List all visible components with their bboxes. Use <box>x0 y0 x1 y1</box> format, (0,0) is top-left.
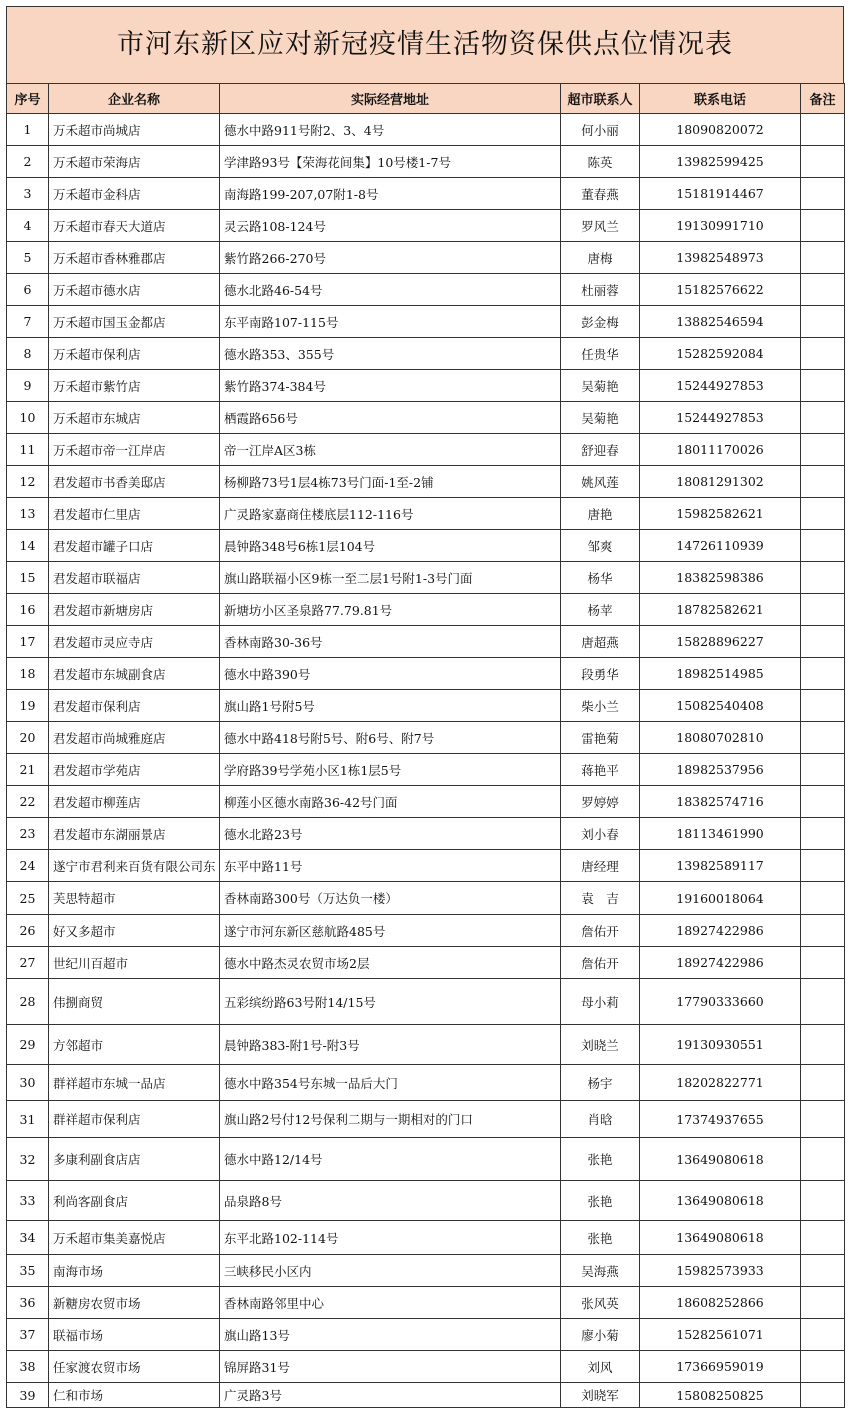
cell-remark <box>801 274 845 306</box>
cell-phone: 18090820072 <box>640 114 801 146</box>
cell-address: 广灵路家嘉商住楼底层112-116号 <box>220 498 561 530</box>
cell-contact: 刘晓军 <box>561 1383 640 1408</box>
cell-address: 德水中路390号 <box>220 658 561 690</box>
cell-address: 南海路199-207,07附1-8号 <box>220 178 561 210</box>
cell-phone: 18081291302 <box>640 466 801 498</box>
cell-remark <box>801 979 845 1025</box>
cell-remark <box>801 1065 845 1101</box>
cell-index: 22 <box>7 786 49 818</box>
cell-index: 2 <box>7 146 49 178</box>
cell-remark <box>801 114 845 146</box>
cell-index: 31 <box>7 1101 49 1138</box>
cell-phone: 15282592084 <box>640 338 801 370</box>
cell-contact: 陈英 <box>561 146 640 178</box>
cell-company: 君发超市柳莲店 <box>49 786 220 818</box>
table-row <box>7 690 845 722</box>
cell-index: 39 <box>7 1383 49 1408</box>
cell-contact: 袁 吉 <box>561 882 640 915</box>
table-row <box>7 210 845 242</box>
cell-remark <box>801 594 845 626</box>
cell-index: 35 <box>7 1255 49 1287</box>
cell-company: 君发超市新塘房店 <box>49 594 220 626</box>
cell-contact: 杜丽蓉 <box>561 274 640 306</box>
cell-phone: 18113461990 <box>640 818 801 850</box>
cell-contact: 杨华 <box>561 562 640 594</box>
cell-address: 晨钟路383-附1号-附3号 <box>220 1025 561 1065</box>
header-company: 企业名称 <box>49 84 220 114</box>
table-row <box>7 1221 845 1255</box>
table-row <box>7 562 845 594</box>
cell-index: 25 <box>7 882 49 915</box>
table-row <box>7 1351 845 1383</box>
table-row <box>7 114 845 146</box>
cell-phone: 15982582621 <box>640 498 801 530</box>
cell-address: 旗山路联福小区9栋一至二层1号附1-3号门面 <box>220 562 561 594</box>
cell-company: 多康利副食店店 <box>49 1138 220 1181</box>
table-row <box>7 434 845 466</box>
sheet <box>6 6 844 1408</box>
cell-remark <box>801 1181 845 1221</box>
cell-contact: 唐梅 <box>561 242 640 274</box>
cell-company: 仁和市场 <box>49 1383 220 1408</box>
cell-contact: 罗风兰 <box>561 210 640 242</box>
cell-address: 遂宁市河东新区慈航路485号 <box>220 915 561 947</box>
cell-address: 香林南路邻里中心 <box>220 1287 561 1319</box>
cell-phone: 18608252866 <box>640 1287 801 1319</box>
cell-address: 五彩缤纷路63号附14/15号 <box>220 979 561 1025</box>
cell-index: 1 <box>7 114 49 146</box>
cell-phone: 15282561071 <box>640 1319 801 1351</box>
table-row <box>7 979 845 1025</box>
cell-contact: 詹佑开 <box>561 915 640 947</box>
cell-company: 君发超市仁里店 <box>49 498 220 530</box>
cell-contact: 段勇华 <box>561 658 640 690</box>
cell-contact: 蒋艳平 <box>561 754 640 786</box>
cell-contact: 廖小菊 <box>561 1319 640 1351</box>
cell-address: 紫竹路266-270号 <box>220 242 561 274</box>
cell-contact: 任贵华 <box>561 338 640 370</box>
cell-remark <box>801 1221 845 1255</box>
cell-remark <box>801 146 845 178</box>
cell-remark <box>801 1025 845 1065</box>
cell-company: 任家渡农贸市场 <box>49 1351 220 1383</box>
cell-contact: 张风英 <box>561 1287 640 1319</box>
cell-index: 10 <box>7 402 49 434</box>
table-row <box>7 306 845 338</box>
table-row <box>7 850 845 882</box>
cell-index: 33 <box>7 1181 49 1221</box>
cell-index: 23 <box>7 818 49 850</box>
table-row <box>7 1025 845 1065</box>
cell-remark <box>801 1101 845 1138</box>
cell-phone: 17790333660 <box>640 979 801 1025</box>
cell-address: 栖霞路656号 <box>220 402 561 434</box>
cell-company: 万禾超市德水店 <box>49 274 220 306</box>
cell-phone: 13649080618 <box>640 1181 801 1221</box>
cell-remark <box>801 882 845 915</box>
cell-address: 三峡移民小区内 <box>220 1255 561 1287</box>
cell-remark <box>801 850 845 882</box>
cell-phone: 15808250825 <box>640 1383 801 1408</box>
cell-address: 德水中路911号附2、3、4号 <box>220 114 561 146</box>
cell-address: 德水路353、355号 <box>220 338 561 370</box>
cell-remark <box>801 498 845 530</box>
cell-phone: 19160018064 <box>640 882 801 915</box>
table-row <box>7 242 845 274</box>
header-remark: 备注 <box>801 84 845 114</box>
cell-address: 锦屏路31号 <box>220 1351 561 1383</box>
table-title: 市河东新区应对新冠疫情生活物资保供点位情况表 <box>6 6 844 83</box>
cell-contact: 刘晓兰 <box>561 1025 640 1065</box>
cell-company: 利尚客副食店 <box>49 1181 220 1221</box>
cell-contact: 刘风 <box>561 1351 640 1383</box>
cell-index: 19 <box>7 690 49 722</box>
cell-company: 君发超市联福店 <box>49 562 220 594</box>
cell-address: 东平北路102-114号 <box>220 1221 561 1255</box>
cell-company: 世纪川百超市 <box>49 947 220 979</box>
cell-company: 君发超市东城副食店 <box>49 658 220 690</box>
table-row <box>7 1065 845 1101</box>
cell-address: 德水中路杰灵农贸市场2层 <box>220 947 561 979</box>
cell-address: 旗山路2号付12号保利二期与一期相对的门口 <box>220 1101 561 1138</box>
table-row <box>7 402 845 434</box>
cell-index: 28 <box>7 979 49 1025</box>
cell-phone: 15182576622 <box>640 274 801 306</box>
cell-phone: 15181914467 <box>640 178 801 210</box>
cell-phone: 18011170026 <box>640 434 801 466</box>
cell-phone: 13882546594 <box>640 306 801 338</box>
table-row <box>7 274 845 306</box>
table-row <box>7 658 845 690</box>
cell-company: 万禾超市尚城店 <box>49 114 220 146</box>
cell-address: 新塘坊小区圣泉路77.79.81号 <box>220 594 561 626</box>
cell-contact: 刘小春 <box>561 818 640 850</box>
cell-company: 君发超市罐子口店 <box>49 530 220 562</box>
cell-remark <box>801 370 845 402</box>
header-address: 实际经营地址 <box>220 84 561 114</box>
cell-index: 17 <box>7 626 49 658</box>
cell-remark <box>801 1255 845 1287</box>
cell-contact: 罗婷婷 <box>561 786 640 818</box>
cell-index: 36 <box>7 1287 49 1319</box>
cell-company: 万禾超市香林雅郡店 <box>49 242 220 274</box>
cell-remark <box>801 1319 845 1351</box>
cell-remark <box>801 530 845 562</box>
cell-remark <box>801 754 845 786</box>
cell-contact: 姚风莲 <box>561 466 640 498</box>
cell-index: 29 <box>7 1025 49 1065</box>
cell-company: 方邻超市 <box>49 1025 220 1065</box>
cell-contact: 张艳 <box>561 1138 640 1181</box>
cell-phone: 18927422986 <box>640 947 801 979</box>
cell-index: 16 <box>7 594 49 626</box>
cell-contact: 唐经理 <box>561 850 640 882</box>
cell-index: 8 <box>7 338 49 370</box>
cell-company: 群祥超市保利店 <box>49 1101 220 1138</box>
cell-phone: 18782582621 <box>640 594 801 626</box>
cell-company: 万禾超市东城店 <box>49 402 220 434</box>
cell-remark <box>801 242 845 274</box>
cell-remark <box>801 947 845 979</box>
cell-index: 20 <box>7 722 49 754</box>
cell-index: 34 <box>7 1221 49 1255</box>
cell-remark <box>801 786 845 818</box>
cell-phone: 19130991710 <box>640 210 801 242</box>
cell-phone: 15982573933 <box>640 1255 801 1287</box>
cell-address: 德水北路46-54号 <box>220 274 561 306</box>
cell-phone: 17374937655 <box>640 1101 801 1138</box>
cell-index: 24 <box>7 850 49 882</box>
cell-phone: 15244927853 <box>640 402 801 434</box>
cell-address: 德水中路12/14号 <box>220 1138 561 1181</box>
cell-contact: 柴小兰 <box>561 690 640 722</box>
cell-address: 德水中路354号东城一品后大门 <box>220 1065 561 1101</box>
cell-address: 德水中路418号附5号、附6号、附7号 <box>220 722 561 754</box>
cell-remark <box>801 818 845 850</box>
cell-contact: 舒迎春 <box>561 434 640 466</box>
cell-phone: 13982599425 <box>640 146 801 178</box>
cell-address: 灵云路108-124号 <box>220 210 561 242</box>
cell-remark <box>801 1383 845 1408</box>
cell-company: 君发超市书香美邸店 <box>49 466 220 498</box>
cell-contact: 吴菊艳 <box>561 370 640 402</box>
table-row <box>7 594 845 626</box>
cell-address: 杨柳路73号1层4栋73号门面-1至-2铺 <box>220 466 561 498</box>
cell-contact: 杨宇 <box>561 1065 640 1101</box>
cell-index: 26 <box>7 915 49 947</box>
cell-address: 学津路93号【荣海花间集】10号楼1-7号 <box>220 146 561 178</box>
cell-remark <box>801 1351 845 1383</box>
cell-company: 南海市场 <box>49 1255 220 1287</box>
cell-index: 14 <box>7 530 49 562</box>
table-row <box>7 1138 845 1181</box>
table-body <box>7 114 845 1408</box>
cell-phone: 18982514985 <box>640 658 801 690</box>
cell-company: 万禾超市紫竹店 <box>49 370 220 402</box>
cell-remark <box>801 690 845 722</box>
cell-phone: 15828896227 <box>640 626 801 658</box>
cell-remark <box>801 338 845 370</box>
table-row <box>7 882 845 915</box>
cell-remark <box>801 1138 845 1181</box>
cell-phone: 18382574716 <box>640 786 801 818</box>
cell-address: 广灵路3号 <box>220 1383 561 1408</box>
cell-company: 万禾超市保利店 <box>49 338 220 370</box>
cell-remark <box>801 306 845 338</box>
table-row <box>7 1287 845 1319</box>
cell-phone: 18202822771 <box>640 1065 801 1101</box>
cell-index: 18 <box>7 658 49 690</box>
table-row <box>7 466 845 498</box>
cell-phone: 18982537956 <box>640 754 801 786</box>
cell-contact: 何小丽 <box>561 114 640 146</box>
cell-company: 君发超市保利店 <box>49 690 220 722</box>
cell-index: 7 <box>7 306 49 338</box>
cell-company: 新糖房农贸市场 <box>49 1287 220 1319</box>
table-row <box>7 146 845 178</box>
cell-index: 6 <box>7 274 49 306</box>
cell-contact: 吴菊艳 <box>561 402 640 434</box>
header-contact: 超市联系人 <box>561 84 640 114</box>
cell-address: 香林南路30-36号 <box>220 626 561 658</box>
cell-remark <box>801 626 845 658</box>
cell-address: 德水北路23号 <box>220 818 561 850</box>
table-row <box>7 1101 845 1138</box>
table-row <box>7 1319 845 1351</box>
cell-index: 11 <box>7 434 49 466</box>
cell-index: 15 <box>7 562 49 594</box>
cell-company: 联福市场 <box>49 1319 220 1351</box>
cell-index: 9 <box>7 370 49 402</box>
header-phone: 联系电话 <box>640 84 801 114</box>
cell-contact: 邹爽 <box>561 530 640 562</box>
cell-contact: 张艳 <box>561 1181 640 1221</box>
cell-index: 27 <box>7 947 49 979</box>
cell-index: 32 <box>7 1138 49 1181</box>
cell-company: 伟捌商贸 <box>49 979 220 1025</box>
cell-contact: 唐艳 <box>561 498 640 530</box>
cell-address: 帝一江岸A区3栋 <box>220 434 561 466</box>
cell-company: 君发超市尚城雅庭店 <box>49 722 220 754</box>
cell-phone: 13649080618 <box>640 1138 801 1181</box>
table-row <box>7 722 845 754</box>
cell-phone: 18080702810 <box>640 722 801 754</box>
table-row <box>7 754 845 786</box>
cell-contact: 董春燕 <box>561 178 640 210</box>
cell-index: 37 <box>7 1319 49 1351</box>
cell-contact: 彭金梅 <box>561 306 640 338</box>
cell-address: 学府路39号学苑小区1栋1层5号 <box>220 754 561 786</box>
table-row <box>7 1181 845 1221</box>
header-row <box>7 84 845 114</box>
cell-contact: 张艳 <box>561 1221 640 1255</box>
cell-address: 东平中路11号 <box>220 850 561 882</box>
cell-index: 21 <box>7 754 49 786</box>
cell-index: 3 <box>7 178 49 210</box>
table-row <box>7 370 845 402</box>
table-row <box>7 786 845 818</box>
cell-remark <box>801 658 845 690</box>
cell-company: 芙思特超市 <box>49 882 220 915</box>
cell-contact: 杨苹 <box>561 594 640 626</box>
cell-remark <box>801 722 845 754</box>
cell-remark <box>801 402 845 434</box>
cell-company: 万禾超市荣海店 <box>49 146 220 178</box>
cell-phone: 15244927853 <box>640 370 801 402</box>
cell-company: 君发超市学苑店 <box>49 754 220 786</box>
cell-remark <box>801 466 845 498</box>
cell-company: 万禾超市金科店 <box>49 178 220 210</box>
cell-remark <box>801 178 845 210</box>
cell-contact: 吴海燕 <box>561 1255 640 1287</box>
cell-address: 旗山路13号 <box>220 1319 561 1351</box>
table-row <box>7 338 845 370</box>
table-row <box>7 1383 845 1408</box>
cell-address: 旗山路1号附5号 <box>220 690 561 722</box>
cell-contact: 詹佑开 <box>561 947 640 979</box>
cell-phone: 19130930551 <box>640 1025 801 1065</box>
cell-address: 香林南路300号（万达负一楼） <box>220 882 561 915</box>
table-row <box>7 915 845 947</box>
cell-company: 君发超市灵应寺店 <box>49 626 220 658</box>
cell-remark <box>801 210 845 242</box>
cell-address: 品泉路8号 <box>220 1181 561 1221</box>
table-row <box>7 178 845 210</box>
cell-index: 5 <box>7 242 49 274</box>
cell-remark <box>801 434 845 466</box>
table-row <box>7 1255 845 1287</box>
cell-company: 君发超市东湖丽景店 <box>49 818 220 850</box>
cell-address: 紫竹路374-384号 <box>220 370 561 402</box>
cell-contact: 唐超燕 <box>561 626 640 658</box>
cell-company: 群祥超市东城一品店 <box>49 1065 220 1101</box>
cell-index: 30 <box>7 1065 49 1101</box>
cell-phone: 14726110939 <box>640 530 801 562</box>
table-row <box>7 626 845 658</box>
cell-phone: 18382598386 <box>640 562 801 594</box>
cell-index: 38 <box>7 1351 49 1383</box>
cell-index: 13 <box>7 498 49 530</box>
supply-table <box>6 83 845 1408</box>
cell-company: 万禾超市集美嘉悦店 <box>49 1221 220 1255</box>
table-row <box>7 818 845 850</box>
cell-phone: 18927422986 <box>640 915 801 947</box>
cell-contact: 肖晗 <box>561 1101 640 1138</box>
cell-remark <box>801 562 845 594</box>
cell-address: 柳莲小区德水南路36-42号门面 <box>220 786 561 818</box>
cell-company: 万禾超市国玉金都店 <box>49 306 220 338</box>
cell-phone: 13649080618 <box>640 1221 801 1255</box>
cell-company: 万禾超市帝一江岸店 <box>49 434 220 466</box>
cell-address: 晨钟路348号6栋1层104号 <box>220 530 561 562</box>
table-row <box>7 947 845 979</box>
cell-phone: 15082540408 <box>640 690 801 722</box>
cell-phone: 13982589117 <box>640 850 801 882</box>
cell-index: 12 <box>7 466 49 498</box>
header-index: 序号 <box>7 84 49 114</box>
cell-contact: 母小莉 <box>561 979 640 1025</box>
cell-phone: 13982548973 <box>640 242 801 274</box>
cell-index: 4 <box>7 210 49 242</box>
cell-company: 遂宁市君利来百货有限公司东 <box>49 850 220 882</box>
table-row <box>7 498 845 530</box>
cell-remark <box>801 1287 845 1319</box>
cell-company: 万禾超市春天大道店 <box>49 210 220 242</box>
table-row <box>7 530 845 562</box>
cell-contact: 雷艳菊 <box>561 722 640 754</box>
cell-phone: 17366959019 <box>640 1351 801 1383</box>
cell-address: 东平南路107-115号 <box>220 306 561 338</box>
cell-company: 好又多超市 <box>49 915 220 947</box>
cell-remark <box>801 915 845 947</box>
